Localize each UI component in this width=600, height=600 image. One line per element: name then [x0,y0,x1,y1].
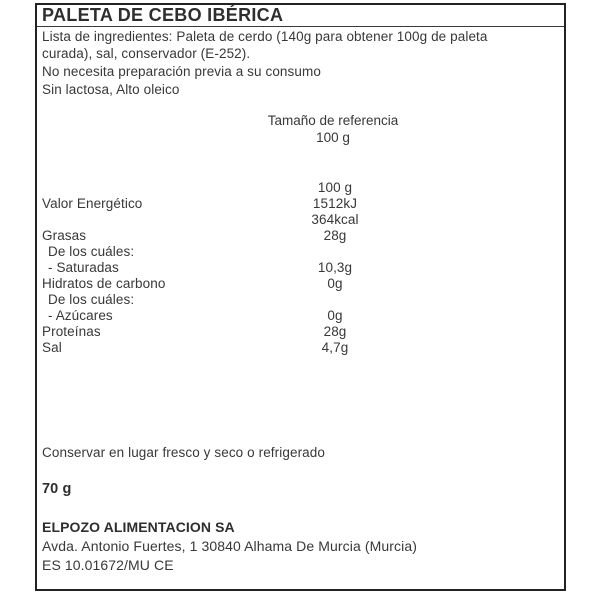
protein-value: 28g [323,324,347,339]
energy-empty-label [37,212,42,227]
ingredients-line-2: curada), sal, conservador (E-252). [42,46,251,61]
manufacturer-block [42,518,559,575]
nutrition-row-of-which-carbs [37,292,564,308]
of-which-carbs-label: De los cuáles: [48,292,135,307]
nutrition-row-sugars [37,308,564,324]
reference-size-block [268,112,399,146]
energy-kcal-value: 364kcal [311,212,359,227]
nutrition-column-header: 100 g [317,180,353,195]
nutrition-row-energy-kj [37,196,564,212]
manufacturer-registration: ES 10.01672/MU CE [42,557,174,573]
ingredients-line-1: Lista de ingredientes: Paleta de cerdo (140g para obtener 100g de paleta [42,29,488,44]
nutrition-row-fat [37,228,564,244]
net-weight: 70 g [42,481,72,497]
energy-kj-value: 1512kJ [312,196,358,211]
dietary-claims: Sin lactosa, Alto oleico [42,82,180,97]
energy-label: Valor Energético [42,196,143,211]
nutrition-row-energy-kcal [37,212,564,228]
product-label-box [35,3,566,591]
nutrition-row-of-which-fat [37,244,564,260]
reference-size-amount: 100 g [316,130,350,145]
salt-label: Sal [42,340,62,355]
carbohydrate-label: Hidratos de carbono [42,276,166,291]
sugars-value: 0g [327,308,343,323]
nutrition-table [37,180,564,356]
fat-label: Grasas [42,228,87,243]
manufacturer-name: ELPOZO ALIMENTACION SA [42,519,235,535]
fat-value: 28g [323,228,347,243]
nutrition-row-saturates [37,260,564,276]
storage-instructions: Conservar en lugar fresco y seco o refrigerado [42,445,325,460]
nutrition-empty-label [37,180,42,195]
salt-value: 4,7g [321,340,349,355]
protein-label: Proteínas [42,324,101,339]
manufacturer-address: Avda. Antonio Fuertes, 1 30840 Alhama De Murcia (Murcia) [42,538,417,554]
sugars-label: - Azúcares [48,308,113,323]
carbohydrate-value: 0g [327,276,343,291]
nutrition-row-carbohydrate [37,276,564,292]
nutrition-row-protein [37,324,564,340]
of-which-fat-label: De los cuáles: [48,244,135,259]
product-title: PALETA DE CEBO IBÉRICA [37,5,564,27]
reference-size-heading: Tamaño de referencia [267,113,399,128]
saturates-value: 10,3g [317,260,353,275]
nutrition-row-salt [37,340,564,356]
saturates-label: - Saturadas [48,260,119,275]
nutrition-column-header-row [37,180,564,196]
preparation-note: No necesita preparación previa a su consumo [42,64,321,79]
